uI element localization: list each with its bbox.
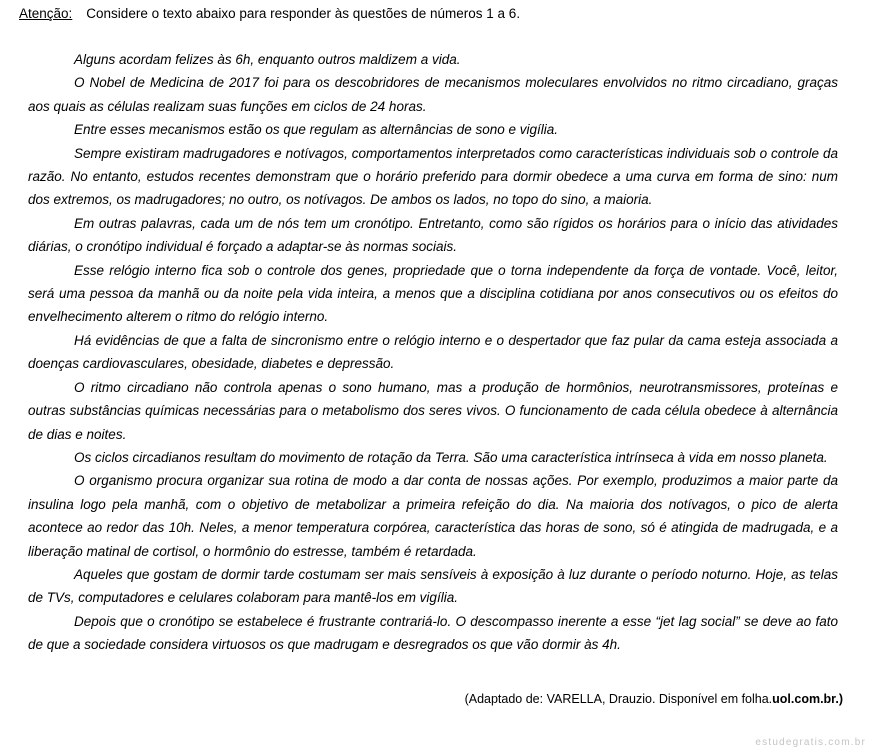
source-domain: uol.com.br: [772, 692, 836, 706]
paragraph: Entre esses mecanismos estão os que regulam as alternâncias de sono e vigília.: [74, 122, 559, 138]
instruction-text: Considere o texto abaixo para responder às questões de números 1 a 6.: [86, 6, 521, 21]
paragraph: Há evidências de que a falta de sincronismo entre o relógio interno e o despertador que faz pular da cama esteja associada a doenças cardiovasculares, obesidade, diabetes e depressão.: [28, 332, 838, 372]
paragraph: Alguns acordam felizes às 6h, enquanto outros maldizem a vida.: [74, 52, 461, 67]
paragraph: Esse relógio interno fica sob o controle dos genes, propriedade que o torna independente da força de vontade. Você, leitor, será uma pessoa da manhã ou da noite pela vida inteira, a menos que a disciplina cotidiana por anos consecutivos ou os efeitos do envelhecimento alterem o ritmo do relógio interno.: [28, 262, 838, 325]
source-prefix: (Adaptado de: VARELLA, Drauzio. Disponível em folha.: [464, 692, 773, 706]
paragraph: Os ciclos circadianos resultam do movimento de rotação da Terra. São uma característica intrínseca à vida em nosso planeta.: [74, 449, 828, 465]
paragraph: Em outras palavras, cada um de nós tem um cronótipo. Entretanto, como são rígidos os horários para o início das atividades diárias, o cronótipo individual é forçado a adaptar-se às normas sociais.: [28, 215, 838, 255]
paragraph: Sempre existiram madrugadores e notívagos, comportamentos interpretados como características individuais sob o controle da razão. No entanto, estudos recentes demonstram que o horário preferido para dormir obedece a uma curva em forma de sino: num dos extremos, os madrugadores; no outro, os notívagos. De ambos os lados, no topo do sino, a maioria.: [28, 145, 838, 208]
site-watermark: estudegratis.com.br: [755, 737, 866, 748]
paragraph: O organismo procura organizar sua rotina de modo a dar conta de nossas ações. Por exemplo, produzimos a maior parte da insulina logo pela manhã, com o objetivo de metabolizar a primeira refeição do dia. Na maioria dos notívagos, o pico de alerta acontece ao redor das 10h. Neles, a menor temperatura corpórea, característica das horas de sono, só é atingida de madrugada, e a liberação matinal de cortisol, o hormônio do estresse, também é retardada.: [28, 473, 838, 559]
instruction-header: [19, 5, 520, 23]
attention-label: Atenção:: [19, 6, 73, 21]
reading-passage: [28, 48, 838, 657]
paragraph: O ritmo circadiano não controla apenas o sono humano, mas a produção de hormônios, neurotransmissores, proteínas e outras substâncias químicas necessárias para o metabolismo dos seres vivos. O funcionamento de cada célula obedece à alternância de dias e noites.: [28, 379, 838, 442]
paragraph: O Nobel de Medicina de 2017 foi para os descobridores de mecanismos moleculares envolvidos no ritmo circadiano, graças aos quais as células realizam suas funções em ciclos de 24 horas.: [28, 75, 838, 114]
paragraph: Aqueles que gostam de dormir tarde costumam ser mais sensíveis à exposição à luz durante o período noturno. Hoje, as telas de TVs, computadores e celulares colaboram para mantê-los em vigília.: [28, 566, 838, 606]
source-citation: [465, 690, 843, 708]
source-suffix: .): [835, 692, 843, 706]
paragraph: Depois que o cronótipo se estabelece é frustrante contrariá-lo. O descompasso inerente a esse “jet lag social” se deve ao fato de que a sociedade considera virtuosos os que madrugam e desregrados os que vão dormir às 4h.: [28, 613, 838, 653]
